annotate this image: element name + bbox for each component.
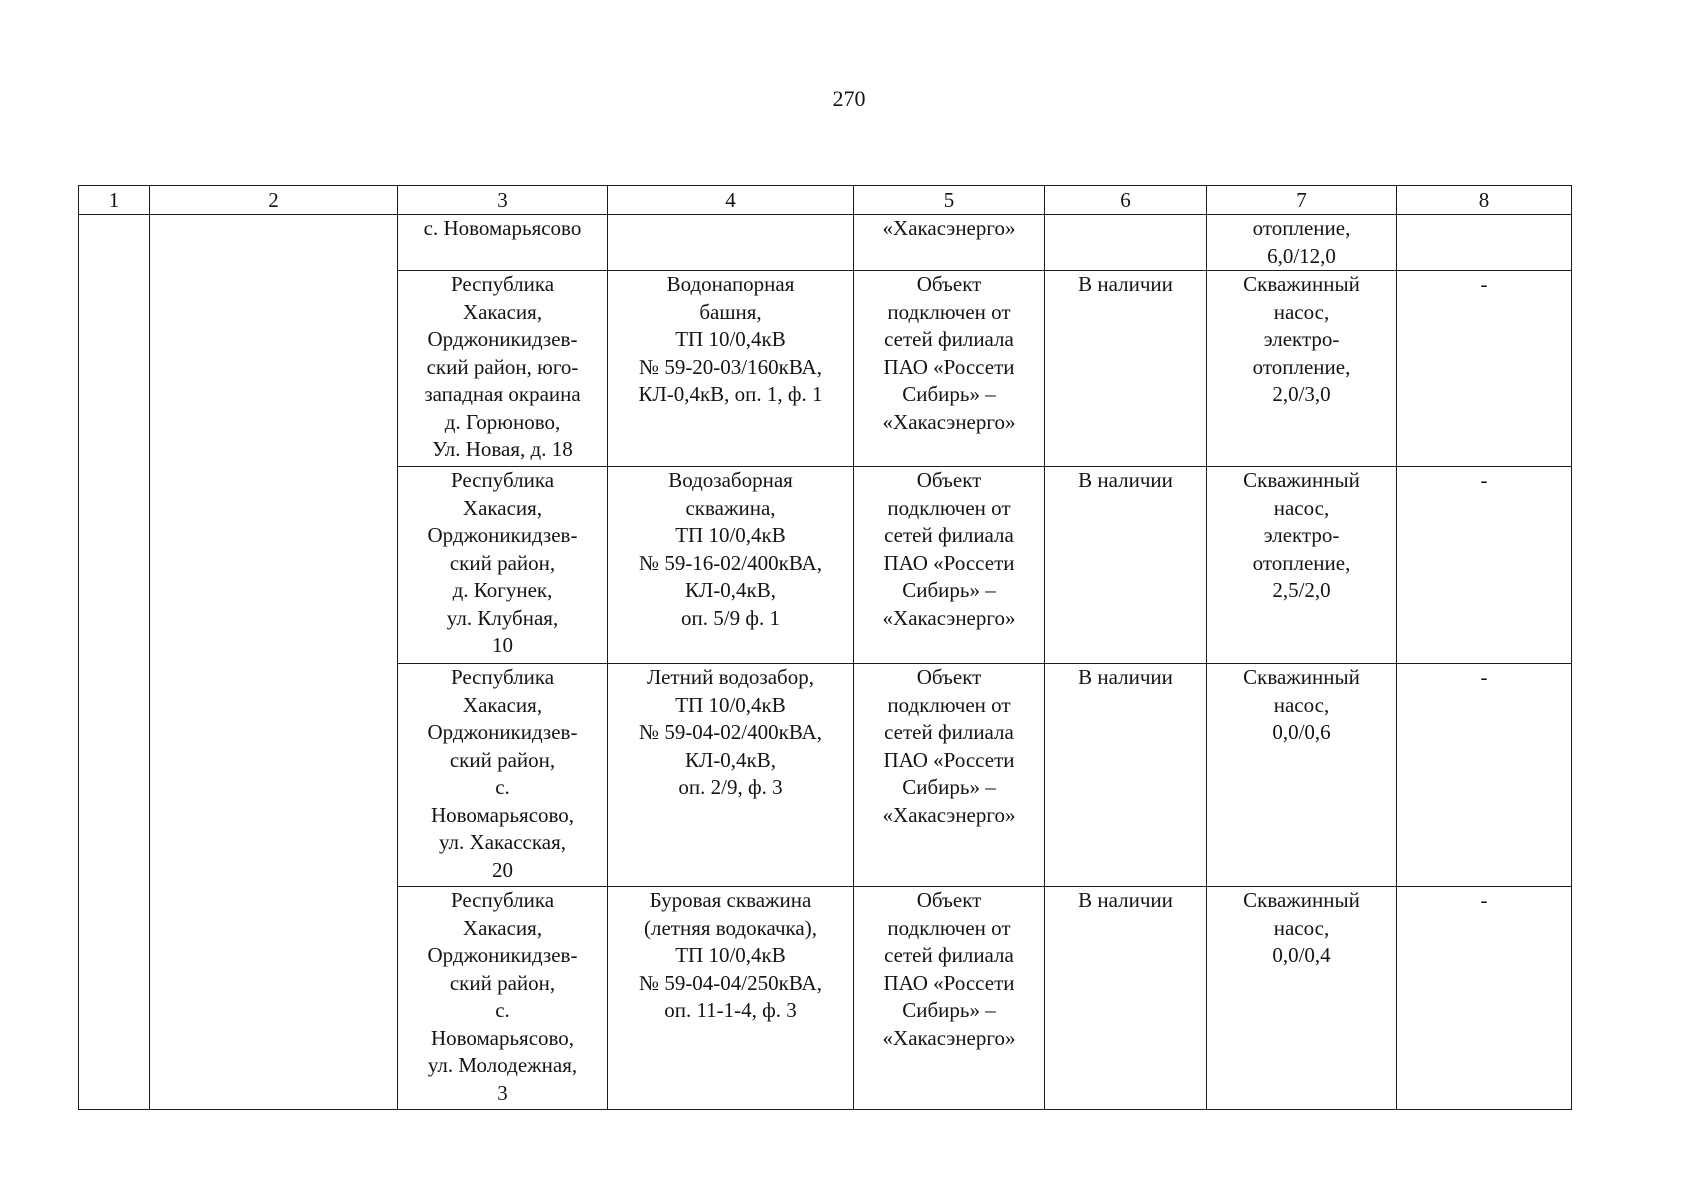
connection-cell: Объект подключен от сетей филиала ПАО «Россети Сибирь» – «Хакасэнерго» bbox=[854, 887, 1045, 1110]
connection-cell: Объект подключен от сетей филиала ПАО «Россети Сибирь» – «Хакасэнерго» bbox=[854, 271, 1045, 467]
connection-cell: Объект подключен от сетей филиала ПАО «Россети Сибирь» – «Хакасэнерго» bbox=[854, 664, 1045, 887]
column-header-6: 6 bbox=[1045, 186, 1207, 215]
equipment-cell: Скважинный насос, 0,0/0,4 bbox=[1207, 887, 1397, 1110]
column-header-3: 3 bbox=[398, 186, 608, 215]
column-header-7: 7 bbox=[1207, 186, 1397, 215]
data-table bbox=[78, 185, 1572, 1110]
note-cell: - bbox=[1397, 664, 1572, 887]
availability-cell: В наличии bbox=[1045, 271, 1207, 467]
address-cell: Республика Хакасия, Орджоникидзев- ский район, д. Когунек, ул. Клубная, 10 bbox=[398, 467, 608, 664]
page-number: 270 bbox=[832, 86, 866, 111]
object-cell: Летний водозабор, ТП 10/0,4кВ № 59-04-02/400кВА, КЛ-0,4кВ, оп. 2/9, ф. 3 bbox=[608, 664, 854, 887]
connection-cell: Объект подключен от сетей филиала ПАО «Россети Сибирь» – «Хакасэнерго» bbox=[854, 467, 1045, 664]
address-cell: Республика Хакасия, Орджоникидзев- ский район, с. Новомарьясово, ул. Хакасская, 20 bbox=[398, 664, 608, 887]
availability-cell bbox=[1045, 215, 1207, 271]
note-cell: - bbox=[1397, 271, 1572, 467]
object-cell bbox=[608, 215, 854, 271]
column-header-5: 5 bbox=[854, 186, 1045, 215]
table-row bbox=[79, 215, 1572, 271]
equipment-cell: Скважинный насос, 0,0/0,6 bbox=[1207, 664, 1397, 887]
merged-cell-col-1 bbox=[79, 215, 150, 1110]
address-cell: Республика Хакасия, Орджоникидзев- ский район, юго- западная окраина д. Горюново, Ул. Новая, д. 18 bbox=[398, 271, 608, 467]
column-header-8: 8 bbox=[1397, 186, 1572, 215]
address-cell: Республика Хакасия, Орджоникидзев- ский район, с. Новомарьясово, ул. Молодежная, 3 bbox=[398, 887, 608, 1110]
equipment-cell: Скважинный насос, электро- отопление, 2,0/3,0 bbox=[1207, 271, 1397, 467]
equipment-cell: Скважинный насос, электро- отопление, 2,5/2,0 bbox=[1207, 467, 1397, 664]
availability-cell: В наличии bbox=[1045, 467, 1207, 664]
connection-cell: «Хакасэнерго» bbox=[854, 215, 1045, 271]
column-header-2: 2 bbox=[150, 186, 398, 215]
note-cell: - bbox=[1397, 467, 1572, 664]
availability-cell: В наличии bbox=[1045, 887, 1207, 1110]
equipment-cell: отопление, 6,0/12,0 bbox=[1207, 215, 1397, 271]
object-cell: Водонапорная башня, ТП 10/0,4кВ № 59-20-03/160кВА, КЛ-0,4кВ, оп. 1, ф. 1 bbox=[608, 271, 854, 467]
object-cell: Буровая скважина (летняя водокачка), ТП 10/0,4кВ № 59-04-04/250кВА, оп. 11-1-4, ф. 3 bbox=[608, 887, 854, 1110]
object-cell: Водозаборная скважина, ТП 10/0,4кВ № 59-16-02/400кВА, КЛ-0,4кВ, оп. 5/9 ф. 1 bbox=[608, 467, 854, 664]
note-cell bbox=[1397, 215, 1572, 271]
address-cell: с. Новомарьясово bbox=[398, 215, 608, 271]
column-header-1: 1 bbox=[79, 186, 150, 215]
merged-cell-col-2 bbox=[150, 215, 398, 1110]
header-row bbox=[79, 186, 1572, 215]
note-cell: - bbox=[1397, 887, 1572, 1110]
column-header-4: 4 bbox=[608, 186, 854, 215]
availability-cell: В наличии bbox=[1045, 664, 1207, 887]
